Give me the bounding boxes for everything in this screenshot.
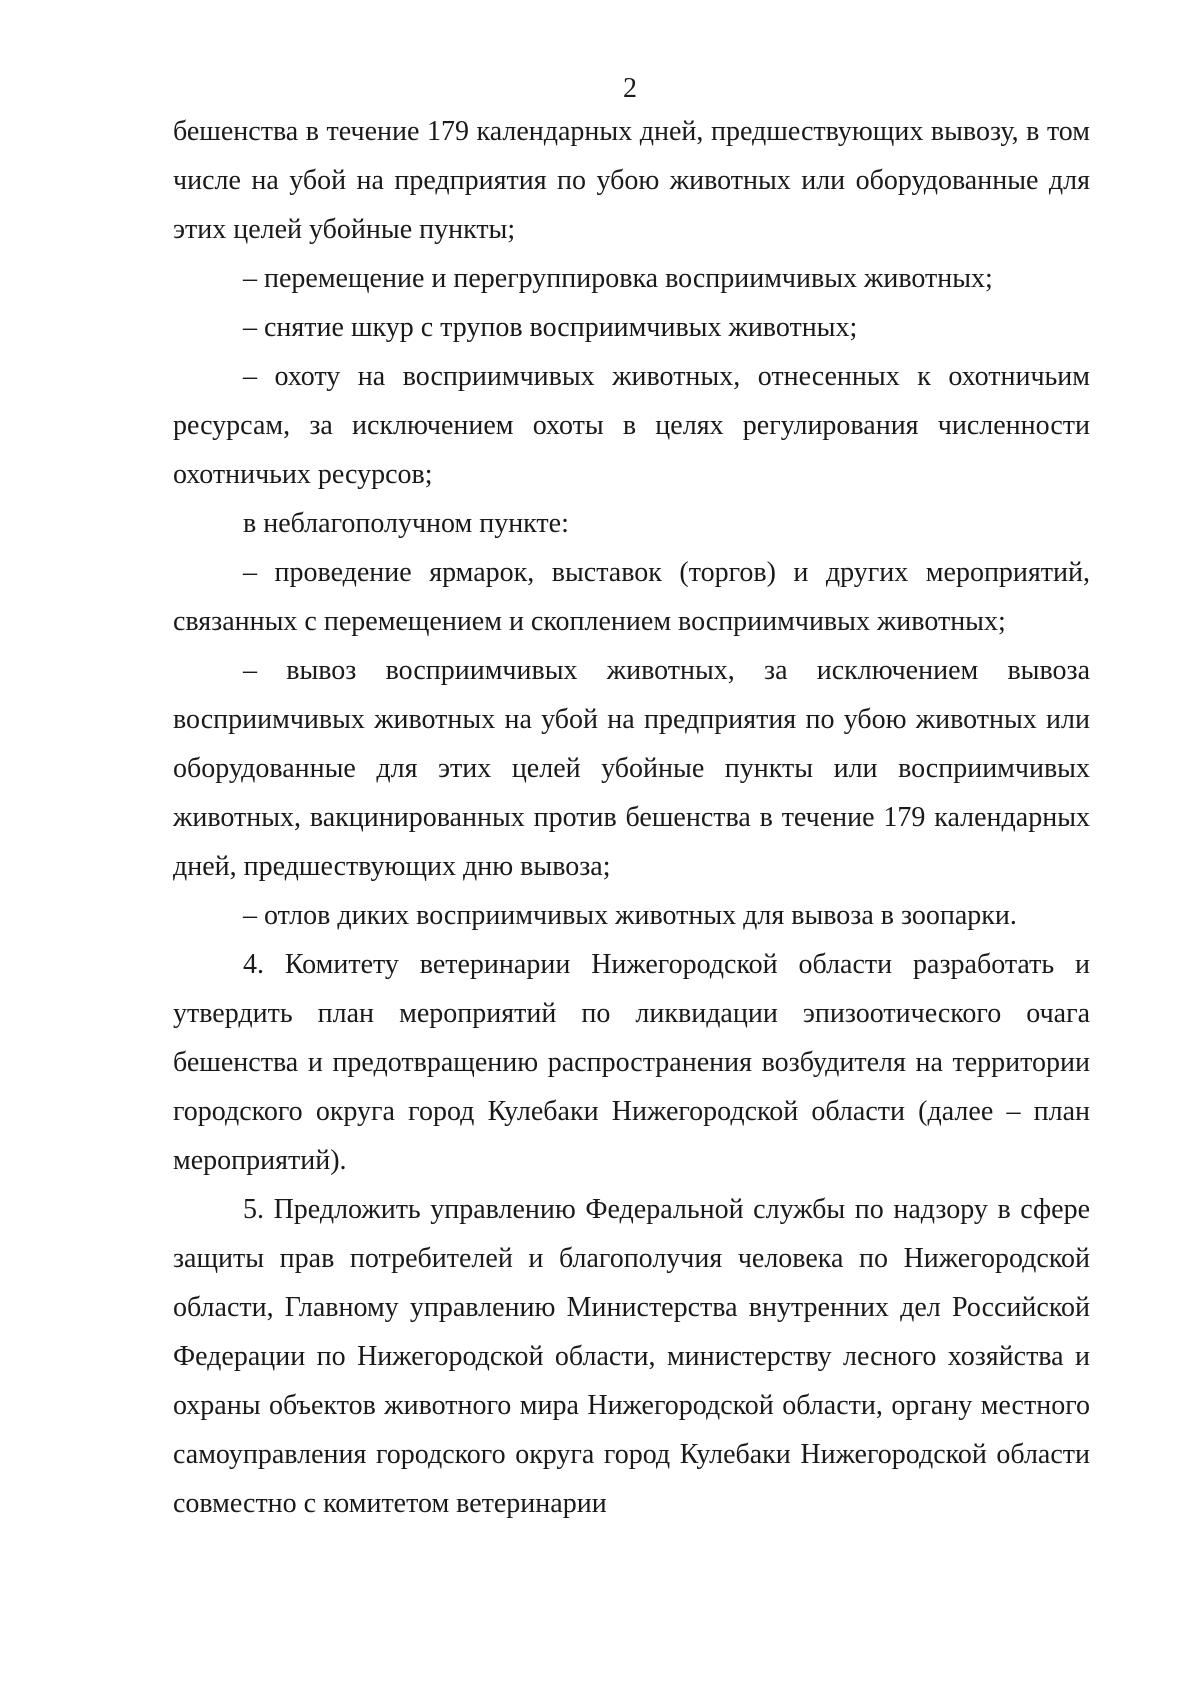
paragraph-item-movement: – перемещение и перегруппировка восприимчивых животных; (243, 263, 993, 294)
paragraph-item-export: – вывоз восприимчивых животных, за исключением вывоза восприимчивых животных на убой на предприятия по убою животных или оборудованные для этих целей убойные пункты или восприимчивых животных, вакцинированных против бешенства в течение 179 календарных дней, предшествующих дню вывоза; (173, 655, 1090, 882)
page-number: 2 (623, 73, 637, 104)
paragraph-item-fairs: – проведение ярмарок, выставок (торгов) и других мероприятий, связанных с перемещением и скоплением восприимчивых животных; (173, 557, 1090, 637)
document-body (173, 107, 1090, 1528)
paragraph-item-capture: – отлов диких восприимчивых животных для вывоза в зоопарки. (243, 900, 1017, 931)
paragraph-continuation: бешенства в течение 179 календарных дней, предшествующих вывозу, в том числе на убой на предприятия по убою животных или оборудованные для этих целей убойные пункты; (173, 116, 1090, 245)
paragraph-item-hunting: – охоту на восприимчивых животных, отнесенных к охотничьим ресурсам, за исключением охоты в целях регулирования численности охотничьих ресурсов; (173, 361, 1090, 490)
paragraph-clause-5: 5. Предложить управлению Федеральной службы по надзору в сфере защиты прав потребителей и благополучия человека по Нижегородской области, Главному управлению Министерства внутренних дел Российской Федерации по Нижегородской области, министерству лесного хозяйства и охраны объектов животного мира Нижегородской области, органу местного самоуправления городского округа город Кулебаки Нижегородской области совместно с комитетом ветеринарии (173, 1194, 1090, 1519)
paragraph-item-skinning: – снятие шкур с трупов восприимчивых животных; (243, 312, 858, 343)
paragraph-clause-4: 4. Комитету ветеринарии Нижегородской области разработать и утвердить план мероприятий по ликвидации эпизоотического очага бешенства и предотвращению распространения возбудителя на территории городского округа город Кулебаки Нижегородской области (далее – план мероприятий). (173, 949, 1090, 1176)
paragraph-affected-point-heading: в неблагополучном пункте: (243, 508, 569, 539)
